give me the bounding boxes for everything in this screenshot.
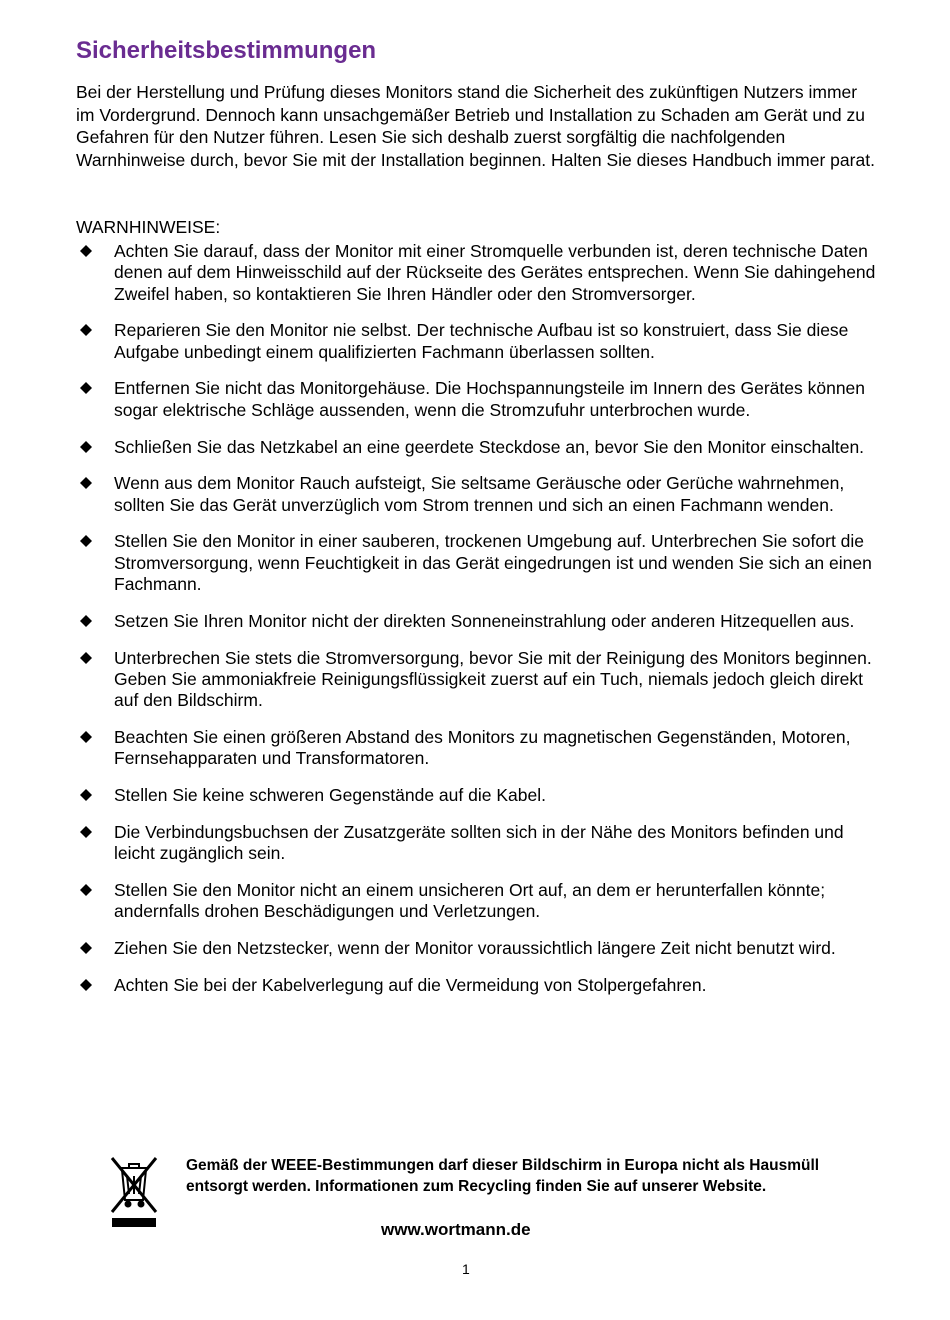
warning-text: Beachten Sie einen größeren Abstand des Monitors zu magnetischen Gegenständen, Motoren, Fernsehapparaten und Transformatoren. bbox=[114, 727, 851, 769]
weee-notice: Gemäß der WEEE-Bestimmungen darf dieser Bildschirm in Europa nicht als Hausmüll entsorgt werden. Informationen zum Recycling finden Sie auf unserer Website. bbox=[186, 1157, 820, 1195]
warning-text: Unterbrechen Sie stets die Stromversorgung, bevor Sie mit der Reinigung des Monitors beginnen. Geben Sie ammoniakfreie Reinigungsflüssigkeit zuerst auf ein Tuch, niemals jedoch gleich direkt auf den Bildschirm. bbox=[114, 647, 872, 711]
warning-text: Entfernen Sie nicht das Monitorgehäuse. Die Hochspannungsteile im Innern des Gerätes können sogar elektrische Schläge aussenden, wenn die Stromzufuhr unterbrochen wurde. bbox=[114, 378, 866, 420]
diamond-bullet-icon bbox=[80, 615, 92, 627]
warnings-list bbox=[76, 241, 876, 1012]
diamond-bullet-icon bbox=[80, 382, 92, 394]
diamond-bullet-icon bbox=[80, 979, 92, 991]
list-item bbox=[76, 975, 876, 996]
warning-text: Wenn aus dem Monitor Rauch aufsteigt, Sie seltsame Geräusche oder Gerüche wahrnehmen, sollten Sie das Gerät unverzüglich vom Strom trennen und sich an einen Fachmann wenden. bbox=[114, 473, 845, 515]
list-item bbox=[76, 648, 876, 712]
intro-paragraph: Bei der Herstellung und Prüfung dieses Monitors stand die Sicherheit des zukünftigen Nutzers immer im Vordergrund. Dennoch kann unsachgemäßer Betrieb und Installation zu Schaden am Gerät und zu Gefahren für den Nutzer führen. Lesen Sie sich deshalb zuerst sorgfältig die nachfolgenden Warnhinweise durch, bevor Sie mit der Installation beginnen. Halten Sie dieses Handbuch immer parat. bbox=[76, 82, 875, 170]
list-item bbox=[76, 320, 876, 363]
warning-text: Achten Sie bei der Kabelverlegung auf die Vermeidung von Stolpergefahren. bbox=[114, 974, 707, 995]
list-item bbox=[76, 785, 876, 806]
warning-text: Reparieren Sie den Monitor nie selbst. Der technische Aufbau ist so konstruiert, dass Sie diese Aufgabe unbedingt einem qualifizierten Fachmann überlassen sollten. bbox=[114, 320, 849, 362]
list-item bbox=[76, 822, 876, 865]
list-item bbox=[76, 378, 876, 421]
diamond-bullet-icon bbox=[80, 884, 92, 896]
diamond-bullet-icon bbox=[80, 535, 92, 547]
diamond-bullet-icon bbox=[80, 477, 92, 489]
warning-text: Die Verbindungsbuchsen der Zusatzgeräte sollten sich in der Nähe des Monitors befinden und leicht zugänglich sein. bbox=[114, 821, 844, 864]
warning-text: Stellen Sie keine schweren Gegenstände auf die Kabel. bbox=[114, 785, 546, 806]
diamond-bullet-icon bbox=[80, 245, 92, 257]
list-item bbox=[76, 241, 876, 305]
warning-text: Achten Sie darauf, dass der Monitor mit einer Stromquelle verbunden ist, deren technische Daten denen auf dem Hinweisschild auf der Rückseite des Gerätes entsprechen. Wenn Sie dahingehend Zweifel haben, so kontaktieren Sie Ihren Händler oder den Stromversorger. bbox=[114, 241, 876, 304]
list-item bbox=[76, 938, 876, 959]
list-item bbox=[76, 880, 876, 923]
list-item bbox=[76, 611, 876, 632]
warning-text: Stellen Sie den Monitor nicht an einem unsicheren Ort auf, an dem er herunterfallen könnte; andernfalls drohen Beschädigungen und Verletzungen. bbox=[114, 880, 826, 922]
diamond-bullet-icon bbox=[80, 789, 92, 801]
website-link[interactable]: www.wortmann.de bbox=[381, 1220, 531, 1239]
warning-text: Setzen Sie Ihren Monitor nicht der direkten Sonneneinstrahlung oder anderen Hitzequellen aus. bbox=[114, 610, 855, 631]
diamond-bullet-icon bbox=[80, 826, 92, 838]
diamond-bullet-icon bbox=[80, 324, 92, 336]
page-title: Sicherheitsbestimmungen bbox=[76, 37, 377, 64]
warnings-heading: WARNHINWEISE: bbox=[76, 217, 221, 237]
diamond-bullet-icon bbox=[80, 942, 92, 954]
diamond-bullet-icon bbox=[80, 731, 92, 743]
list-item bbox=[76, 473, 876, 516]
page-number: 1 bbox=[462, 1261, 470, 1277]
diamond-bullet-icon bbox=[80, 652, 92, 664]
warning-text: Stellen Sie den Monitor in einer sauberen, trockenen Umgebung auf. Unterbrechen Sie sofort die Stromversorgung, wenn Feuchtigkeit in das Gerät eingedrungen ist und wenden Sie sich an einen Fachmann. bbox=[114, 531, 872, 595]
warning-text: Ziehen Sie den Netzstecker, wenn der Monitor voraussichtlich längere Zeit nicht benutzt wird. bbox=[114, 938, 836, 959]
crossed-out-wheelie-bin-icon bbox=[108, 1154, 160, 1228]
list-item bbox=[76, 727, 876, 770]
diamond-bullet-icon bbox=[80, 441, 92, 453]
warning-text: Schließen Sie das Netzkabel an eine geerdete Steckdose an, bevor Sie den Monitor einschalten. bbox=[114, 436, 865, 457]
list-item bbox=[76, 531, 876, 595]
list-item bbox=[76, 437, 876, 458]
